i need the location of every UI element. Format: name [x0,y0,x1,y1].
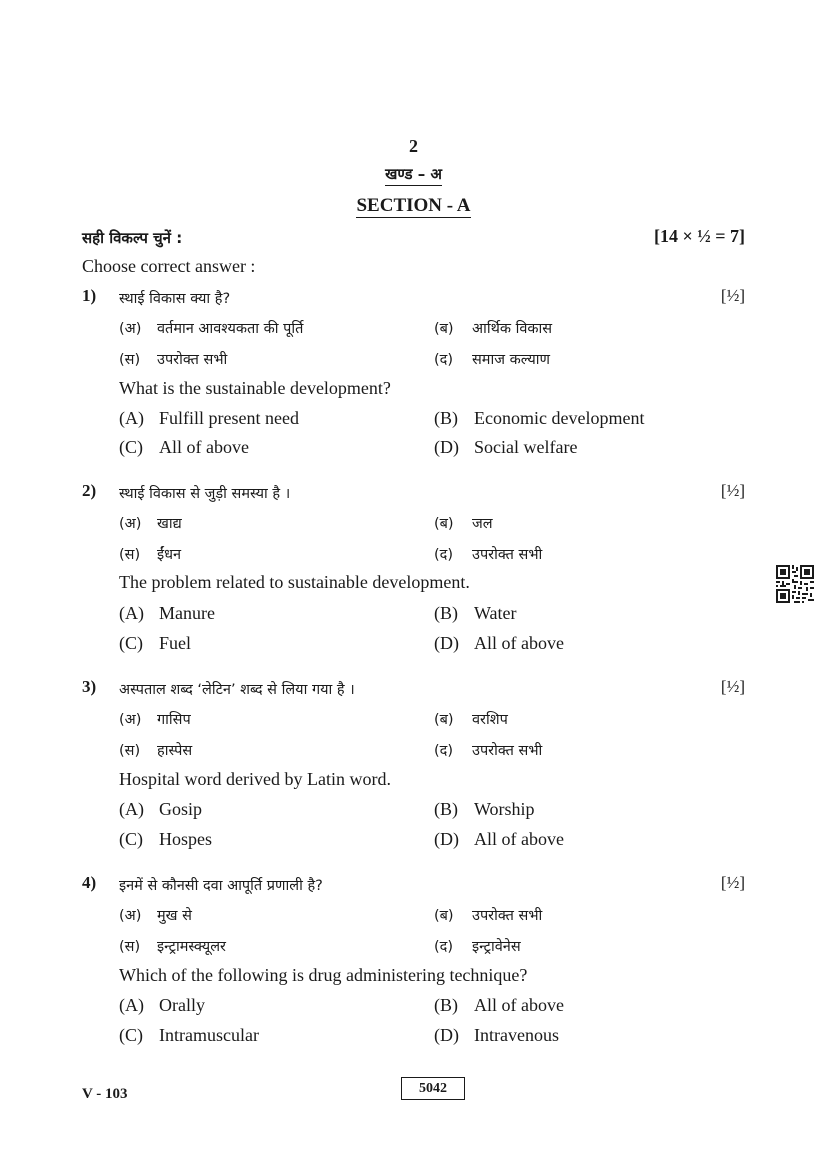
option-english: (A) Manure [119,603,215,623]
total-marks: [14 × ½ = 7] [653,226,745,246]
question-marks: [½] [720,873,745,892]
option-english: (D) All of above [434,633,564,653]
option-english: (D) Social welfare [434,437,578,457]
question-text-hindi: इनमें से कौनसी दवा आपूर्ति प्रणाली है? [119,878,323,894]
option-hindi: (ब) आर्थिक विकास [434,321,553,337]
option-hindi: (ब) वरशिप [434,712,508,728]
option-hindi: (स) ईंधन [119,547,182,563]
option-english: (A) Orally [119,995,205,1015]
page-number: 2 [409,136,418,156]
option-hindi: (स) हास्पेस [119,743,193,759]
option-hindi: (अ) वर्तमान आवश्यकता की पूर्ति [119,321,304,337]
section-title-english: SECTION - A [356,195,471,216]
option-hindi: (अ) मुख से [119,908,192,924]
instruction-hindi: सही विकल्प चुनें : [82,229,183,247]
paper-code: V - 103 [82,1086,128,1102]
option-english: (A) Fulfill present need [119,408,299,428]
option-english: (B) Economic development [434,408,645,428]
option-hindi: (स) उपरोक्त सभी [119,352,228,368]
option-english: (A) Gosip [119,799,203,819]
option-hindi: (अ) खाद्य [119,516,182,532]
option-hindi: (अ) गासिप [119,712,191,728]
question-text-english: Which of the following is drug administering technique? [119,965,528,985]
question-text-hindi: स्थाई विकास से जुड़ी समस्या है । [119,486,291,502]
question-text-english: Hospital word derived by Latin word. [119,769,391,789]
option-english: (B) All of above [434,995,564,1015]
section-title-hindi: खण्ड – अ [0,164,827,184]
option-hindi: (द) उपरोक्त सभी [434,547,543,563]
option-english: (D) Intravenous [434,1025,559,1045]
option-english: (B) Worship [434,799,535,819]
option-hindi: (ब) उपरोक्त सभी [434,908,543,924]
question-number: 4) [82,873,97,892]
question-text-english: What is the sustainable development? [119,378,391,398]
option-english: (C) Hospes [119,829,212,849]
question-text-english: The problem related to sustainable development. [119,572,470,592]
option-hindi: (द) उपरोक्त सभी [434,743,543,759]
question-text-hindi: अस्पताल शब्द ‘लेटिन’ शब्द से लिया गया है । [119,682,355,698]
paper-number-box: 5042 [401,1077,465,1100]
option-hindi: (द) इन्ट्रावेनेस [434,939,521,955]
question-marks: [½] [720,286,745,305]
question-marks: [½] [720,677,745,696]
option-english: (C) Intramuscular [119,1025,259,1045]
instruction-english: Choose correct answer : [82,256,256,276]
option-english: (D) All of above [434,829,564,849]
qr-code-icon [776,565,814,603]
question-number: 3) [82,677,97,696]
question-text-hindi: स्थाई विकास क्या है? [119,291,231,307]
option-english: (C) All of above [119,437,249,457]
option-english: (C) Fuel [119,633,192,653]
option-hindi: (ब) जल [434,516,493,532]
option-hindi: (स) इन्ट्रामस्क्यूलर [119,939,226,955]
question-number: 2) [82,481,97,500]
option-english: (B) Water [434,603,517,623]
question-number: 1) [82,286,97,305]
question-marks: [½] [720,481,745,500]
option-hindi: (द) समाज कल्याण [434,352,551,368]
